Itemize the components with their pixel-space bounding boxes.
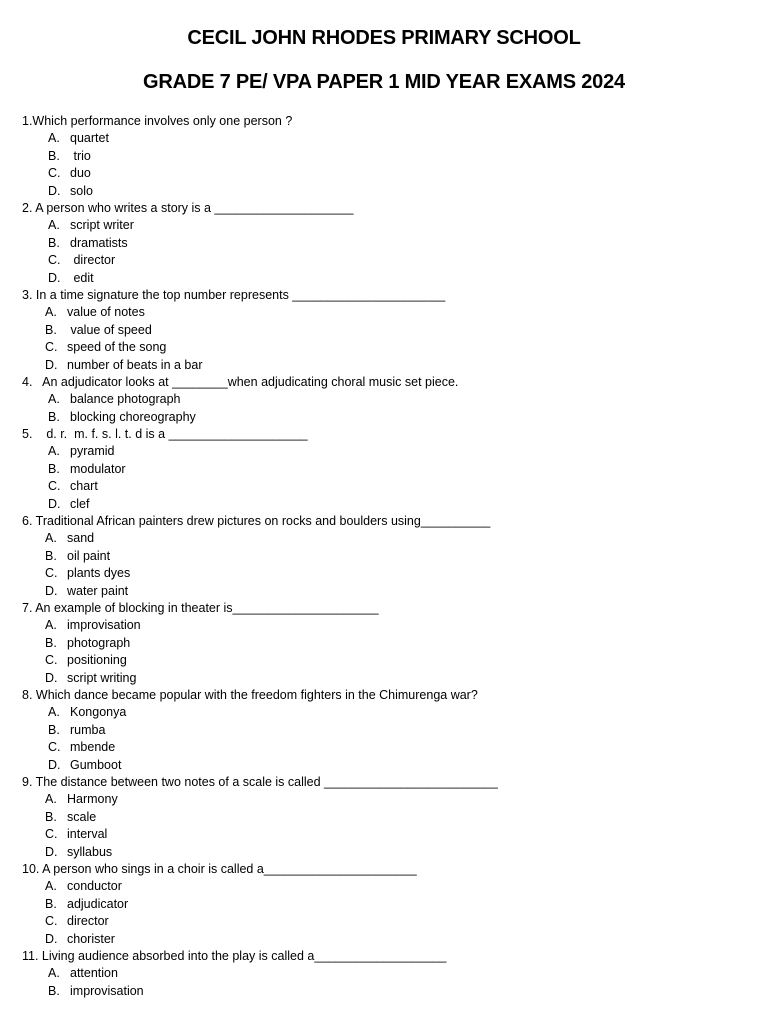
option-5-c (48, 478, 98, 495)
option-2-b (48, 235, 128, 252)
option-text: modulator (70, 461, 126, 476)
option-letter: B. (48, 409, 60, 424)
option-3-d (45, 357, 203, 374)
option-text: chorister (67, 931, 115, 946)
option-letter: C. (45, 827, 58, 842)
exam-title: GRADE 7 PE/ VPA PAPER 1 MID YEAR EXAMS 2024 (143, 71, 625, 93)
option-text: photograph (67, 635, 131, 650)
option-letter: A. (45, 305, 57, 320)
option-letter: B. (45, 896, 57, 911)
option-text: syllabus (67, 844, 113, 859)
option-10-b (45, 896, 128, 913)
option-5-b (48, 461, 126, 478)
option-letter: D. (45, 844, 58, 859)
option-8-b (48, 722, 105, 739)
option-7-c (45, 652, 127, 669)
option-6-a (45, 530, 94, 547)
option-letter: D. (48, 757, 61, 772)
option-text: balance photograph (70, 392, 181, 407)
option-3-a (45, 304, 145, 321)
option-letter: D. (48, 270, 61, 285)
option-9-d (45, 844, 112, 861)
option-text: value of notes (67, 305, 145, 320)
option-9-b (45, 809, 96, 826)
option-letter: C. (45, 653, 58, 668)
option-3-c (45, 339, 166, 356)
option-5-a (48, 443, 114, 460)
option-text: Harmony (67, 792, 118, 807)
option-text: improvisation (70, 983, 144, 998)
option-text: Kongonya (70, 705, 127, 720)
option-letter: B. (45, 809, 57, 824)
option-3-b (45, 322, 152, 339)
option-text: interval (67, 827, 108, 842)
option-letter: A. (45, 618, 57, 633)
option-10-d (45, 931, 115, 948)
option-text: positioning (67, 653, 127, 668)
option-7-d (45, 670, 136, 687)
question-1: 1.Which performance involves only one person ? (22, 114, 293, 128)
option-text: trio (70, 148, 91, 163)
option-text: duo (70, 166, 91, 181)
option-letter: B. (45, 322, 57, 337)
question-4: 4. An adjudicator looks at ________when adjudicating choral music set piece. (22, 375, 459, 389)
option-letter: A. (45, 531, 57, 546)
option-7-b (45, 635, 130, 652)
option-letter: C. (45, 566, 58, 581)
option-8-a (48, 704, 126, 721)
option-text: script writing (67, 670, 137, 685)
option-text: edit (70, 270, 94, 285)
question-8: 8. Which dance became popular with the freedom fighters in the Chimurenga war? (22, 688, 478, 702)
option-text: number of beats in a bar (67, 357, 203, 372)
option-text: chart (70, 479, 98, 494)
option-letter: A. (45, 879, 57, 894)
question-9: 9. The distance between two notes of a scale is called _________________________ (22, 775, 498, 789)
option-letter: B. (48, 722, 60, 737)
option-11-a (48, 965, 118, 982)
question-2: 2. A person who writes a story is a ____________________ (22, 201, 354, 215)
option-text: speed of the song (67, 340, 167, 355)
option-text: attention (70, 966, 118, 981)
option-9-c (45, 826, 107, 843)
option-text: pyramid (70, 444, 115, 459)
option-text: plants dyes (67, 566, 131, 581)
option-letter: D. (48, 183, 61, 198)
option-letter: A. (48, 218, 60, 233)
option-1-a (48, 130, 109, 147)
option-text: conductor (67, 879, 122, 894)
option-text: water paint (67, 583, 129, 598)
option-5-d (48, 496, 89, 513)
option-2-c (48, 252, 115, 269)
option-letter: C. (45, 914, 58, 929)
option-text: Gumboot (70, 757, 122, 772)
option-letter: A. (48, 705, 60, 720)
option-letter: B. (45, 635, 57, 650)
option-letter: C. (48, 166, 61, 181)
option-10-a (45, 878, 122, 895)
option-letter: D. (45, 670, 58, 685)
option-7-a (45, 617, 141, 634)
option-text: script writer (70, 218, 134, 233)
option-letter: A. (48, 966, 60, 981)
question-10: 10. A person who sings in a choir is called a______________________ (22, 862, 417, 876)
option-text: blocking choreography (70, 409, 196, 424)
question-6: 6. Traditional African painters drew pictures on rocks and boulders using__________ (22, 514, 491, 528)
option-9-a (45, 791, 118, 808)
option-text: oil paint (67, 548, 111, 563)
option-text: director (70, 253, 116, 268)
option-letter: D. (48, 496, 61, 511)
option-4-a (48, 391, 181, 408)
option-letter: B. (45, 548, 57, 563)
option-text: clef (70, 496, 90, 511)
option-letter: C. (48, 740, 61, 755)
option-text: scale (67, 809, 97, 824)
option-text: quartet (70, 131, 109, 146)
option-letter: A. (48, 131, 60, 146)
option-text: solo (70, 183, 93, 198)
question-11: 11. Living audience absorbed into the play is called a___________________ (22, 949, 447, 963)
option-10-c (45, 913, 109, 930)
option-letter: C. (48, 479, 61, 494)
option-1-c (48, 165, 91, 182)
option-text: mbende (70, 740, 116, 755)
option-1-b (48, 148, 91, 165)
option-text: value of speed (67, 322, 152, 337)
option-letter: C. (48, 253, 61, 268)
option-letter: D. (45, 583, 58, 598)
option-letter: B. (48, 148, 60, 163)
question-7: 7. An example of blocking in theater is_____________________ (22, 601, 379, 615)
option-letter: D. (45, 357, 58, 372)
option-8-c (48, 739, 115, 756)
option-6-b (45, 548, 110, 565)
question-3: 3. In a time signature the top number represents ______________________ (22, 288, 446, 302)
option-text: rumba (70, 722, 106, 737)
option-2-d (48, 270, 94, 287)
option-6-d (45, 583, 128, 600)
option-text: adjudicator (67, 896, 129, 911)
option-1-d (48, 183, 93, 200)
option-4-b (48, 409, 196, 426)
option-text: improvisation (67, 618, 141, 633)
option-text: sand (67, 531, 95, 546)
option-letter: A. (48, 444, 60, 459)
option-2-a (48, 217, 134, 234)
option-text: director (67, 914, 109, 929)
option-letter: B. (48, 983, 60, 998)
option-letter: C. (45, 340, 58, 355)
option-11-b (48, 983, 144, 1000)
option-letter: B. (48, 235, 60, 250)
option-letter: D. (45, 931, 58, 946)
option-text: dramatists (70, 235, 128, 250)
option-6-c (45, 565, 130, 582)
option-letter: A. (48, 392, 60, 407)
question-5: 5. d. r. m. f. s. l. t. d is a ____________________ (22, 427, 308, 441)
school-name: CECIL JOHN RHODES PRIMARY SCHOOL (187, 27, 581, 49)
option-letter: B. (48, 461, 60, 476)
option-letter: A. (45, 792, 57, 807)
option-8-d (48, 757, 121, 774)
